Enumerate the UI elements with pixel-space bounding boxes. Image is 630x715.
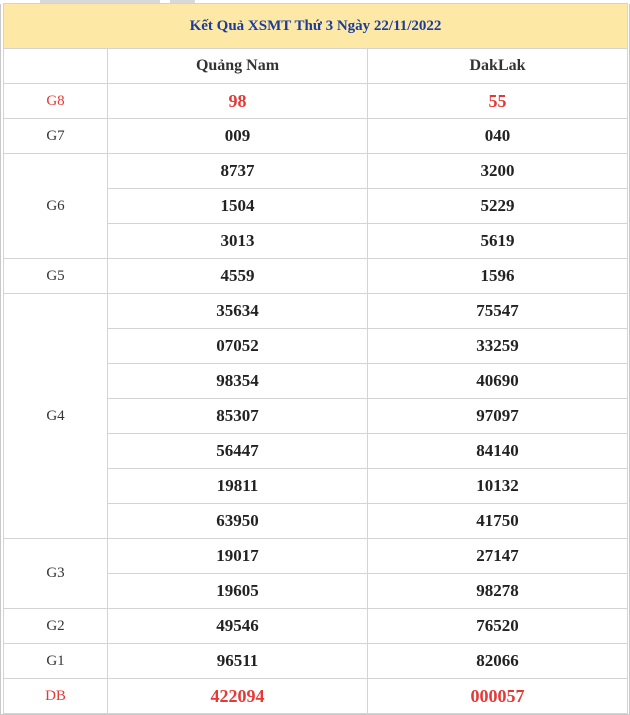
prize-label-g3: G3: [4, 539, 108, 609]
prize-number-g6-col1: 8737: [108, 154, 368, 189]
prize-label-g1: G1: [4, 644, 108, 679]
title-row: [4, 4, 628, 49]
prize-number-g7-col1: 009: [108, 119, 368, 154]
prize-number-g4-col1: 98354: [108, 364, 368, 399]
table-title: Kết Quả XSMT Thứ 3 Ngày 22/11/2022: [4, 4, 628, 49]
prize-number-g4-col1: 85307: [108, 399, 368, 434]
prize-number-g5-col1: 4559: [108, 259, 368, 294]
prize-number-g4-col2: 10132: [368, 469, 628, 504]
prize-number-g1-col2: 82066: [368, 644, 628, 679]
prize-number-g2-col2: 76520: [368, 609, 628, 644]
prize-number-g4-col2: 33259: [368, 329, 628, 364]
prize-number-g8-col1: 98: [108, 84, 368, 119]
prize-label-g6: G6: [4, 154, 108, 259]
prize-label-g5: G5: [4, 259, 108, 294]
prize-number-g4-col1: 56447: [108, 434, 368, 469]
header-province-2: DakLak: [368, 49, 628, 84]
header-row: [4, 49, 628, 84]
prize-number-g1-col1: 96511: [108, 644, 368, 679]
prize-label-g4: G4: [4, 294, 108, 539]
prize-label-g8: G8: [4, 84, 108, 119]
results-body: [4, 84, 628, 714]
prize-label-g2: G2: [4, 609, 108, 644]
prize-label-db: DB: [4, 679, 108, 714]
table-row: [4, 259, 628, 294]
header-blank-cell: [4, 49, 108, 84]
table-row: [4, 539, 628, 574]
prize-number-g4-col1: 35634: [108, 294, 368, 329]
prize-number-g5-col2: 1596: [368, 259, 628, 294]
prize-number-g4-col2: 75547: [368, 294, 628, 329]
prize-number-g6-col2: 5619: [368, 224, 628, 259]
results-table: [3, 3, 628, 714]
table-row: [4, 609, 628, 644]
prize-number-g6-col2: 3200: [368, 154, 628, 189]
prize-number-g6-col1: 3013: [108, 224, 368, 259]
prize-number-g3-col1: 19605: [108, 574, 368, 609]
prize-number-g2-col1: 49546: [108, 609, 368, 644]
prize-number-g7-col2: 040: [368, 119, 628, 154]
table-row: [4, 679, 628, 714]
prize-number-db-col2: 000057: [368, 679, 628, 714]
prize-number-g4-col2: 84140: [368, 434, 628, 469]
table-row: [4, 644, 628, 679]
prize-number-g4-col1: 63950: [108, 504, 368, 539]
prize-number-g4-col2: 41750: [368, 504, 628, 539]
prize-number-g6-col1: 1504: [108, 189, 368, 224]
prize-number-g3-col2: 27147: [368, 539, 628, 574]
table-row: [4, 154, 628, 189]
prize-number-g3-col1: 19017: [108, 539, 368, 574]
table-row: [4, 119, 628, 154]
table-row: [4, 84, 628, 119]
prize-number-g6-col2: 5229: [368, 189, 628, 224]
prize-number-db-col1: 422094: [108, 679, 368, 714]
prize-number-g4-col1: 07052: [108, 329, 368, 364]
prize-number-g8-col2: 55: [368, 84, 628, 119]
prize-number-g3-col2: 98278: [368, 574, 628, 609]
table-row: [4, 294, 628, 329]
prize-number-g4-col1: 19811: [108, 469, 368, 504]
prize-label-g7: G7: [4, 119, 108, 154]
header-province-1: Quảng Nam: [108, 49, 368, 84]
prize-number-g4-col2: 97097: [368, 399, 628, 434]
prize-number-g4-col2: 40690: [368, 364, 628, 399]
